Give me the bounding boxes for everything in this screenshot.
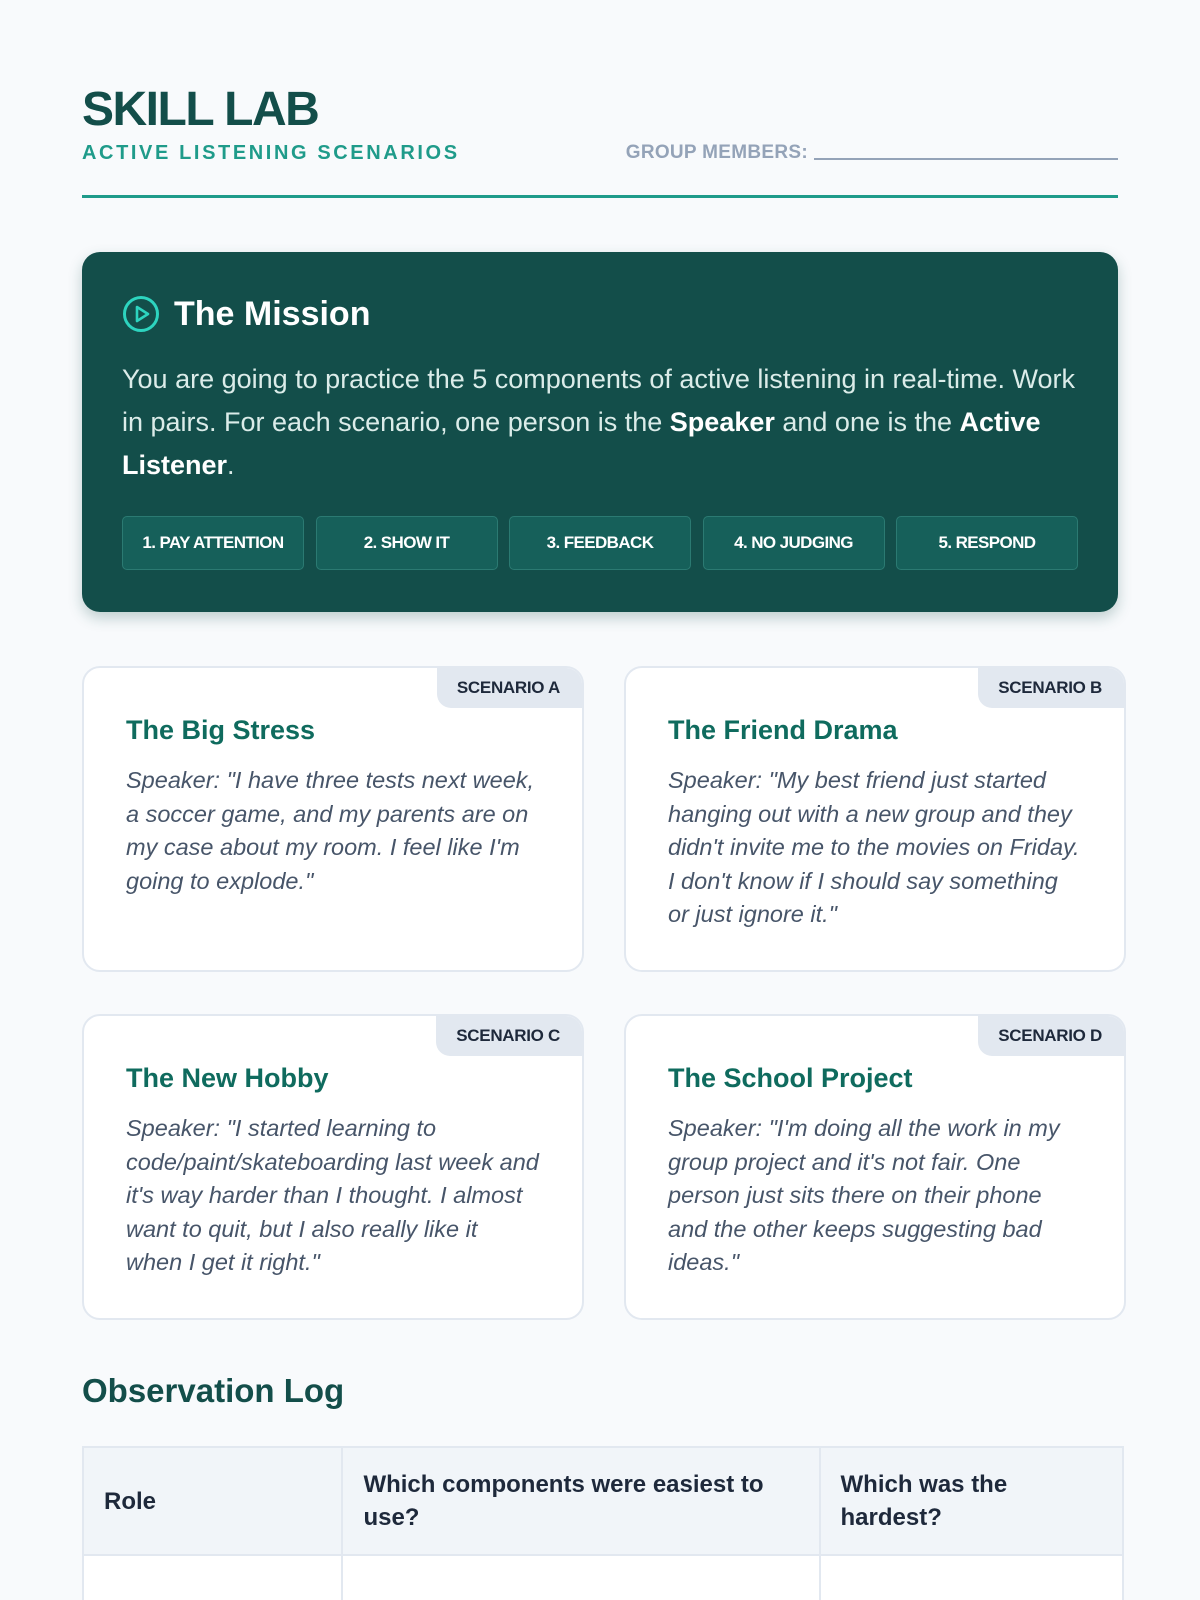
easiest-cell[interactable] (342, 1555, 819, 1600)
speaker-role: Speaker (669, 407, 775, 437)
page-header (82, 80, 1118, 198)
hardest-cell[interactable] (820, 1555, 1124, 1600)
table-header-row (83, 1447, 1123, 1555)
components-list (122, 516, 1078, 570)
scenario-title: The Friend Drama (668, 715, 898, 745)
scenario-quote: Speaker: "I started learning to code/paint/skateboarding last week and it's way harder than I thought. I almost want to quit, but I also really like it when I get it right." (126, 1115, 539, 1275)
mission-title: The Mission (174, 294, 371, 333)
component-feedback: 3. FEEDBACK (509, 516, 691, 570)
scenario-card-d (624, 1014, 1126, 1320)
mission-panel (82, 252, 1118, 612)
column-header-hardest: Which was the hardest? (820, 1447, 1124, 1555)
scenario-quote: Speaker: "I'm doing all the work in my group project and it's not fair. One person just sits there on their phone and the other keeps suggesting bad ideas." (668, 1115, 1060, 1275)
mission-header (122, 292, 1078, 336)
role-cell[interactable] (83, 1555, 342, 1600)
component-no-judging: 4. NO JUDGING (703, 516, 885, 570)
scenario-tag: SCENARIO B (978, 668, 1124, 708)
observation-log-table (82, 1446, 1124, 1600)
scenario-card-b (624, 666, 1126, 972)
mission-description: You are going to practice the 5 components of active listening in real-time. Work in pairs. For each scenario, one person is the Speaker and one is the Active Listener. (122, 364, 1076, 480)
scenario-title: The New Hobby (126, 1063, 329, 1093)
component-pay-attention: 1. PAY ATTENTION (122, 516, 304, 570)
scenario-tag: SCENARIO A (437, 668, 582, 708)
group-members-field (626, 142, 1118, 164)
component-respond: 5. RESPOND (896, 516, 1078, 570)
page-subtitle: ACTIVE LISTENING SCENARIOS (82, 142, 460, 164)
column-header-role: Role (83, 1447, 342, 1555)
scenario-tag: SCENARIO C (436, 1016, 582, 1056)
column-header-easiest: Which components were easiest to use? (342, 1447, 819, 1555)
scenario-title: The Big Stress (126, 715, 316, 745)
scenario-title: The School Project (668, 1063, 913, 1093)
table-row (83, 1555, 1123, 1600)
listener-role: Active Listener (122, 407, 1041, 480)
observation-log-title: Observation Log (82, 1372, 345, 1409)
scenario-tag: SCENARIO D (978, 1016, 1124, 1056)
scenario-card-a (82, 666, 584, 972)
group-members-label: GROUP MEMBERS: (625, 142, 808, 163)
play-circle-icon (122, 295, 160, 333)
scenario-card-c (82, 1014, 584, 1320)
scenario-quote: Speaker: "My best friend just started hanging out with a new group and they didn't invite me to the movies on Friday. I don't know if I should say something or just ignore it." (668, 767, 1080, 927)
page-title: SKILL LAB (82, 83, 319, 136)
component-show-it: 2. SHOW IT (316, 516, 498, 570)
group-members-blank-line[interactable] (814, 158, 1118, 160)
scenario-quote: Speaker: "I have three tests next week, a soccer game, and my parents are on my case about my room. I feel like I'm going to explode." (126, 767, 535, 894)
